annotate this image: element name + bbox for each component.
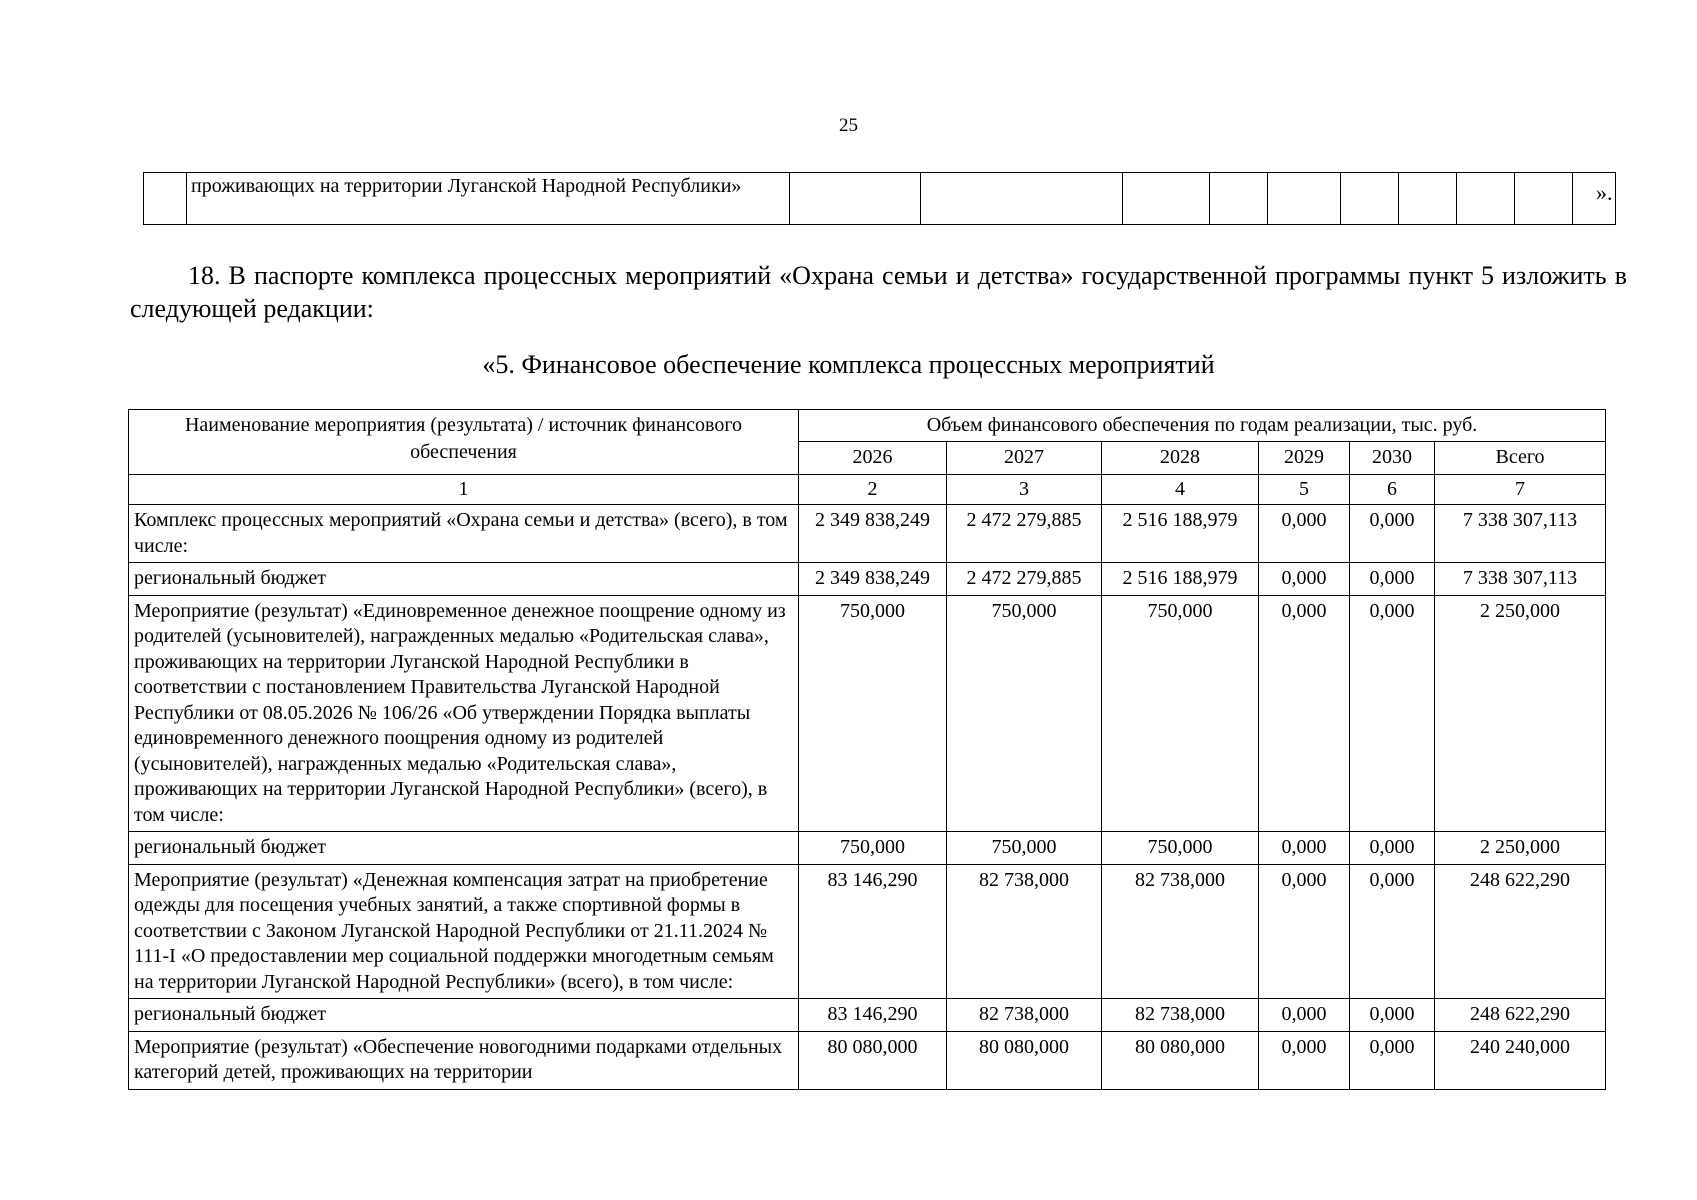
table-row [129,505,1606,563]
value-2029: 0,000 [1259,1031,1350,1089]
value-2027: 80 080,000 [947,1031,1102,1089]
value-total: 2 250,000 [1435,595,1606,832]
value-2028: 2 516 188,979 [1102,563,1259,596]
value-2027: 82 738,000 [947,864,1102,999]
value-2026: 83 146,290 [799,999,947,1032]
value-2027: 750,000 [947,595,1102,832]
amendment-paragraph [130,259,1627,325]
value-2030: 0,000 [1350,832,1435,865]
column-numbers-row [129,474,1606,505]
continuation-row [144,173,1616,225]
table-cell [144,173,187,225]
table-row [129,595,1606,832]
row-name: Мероприятие (результат) «Обеспечение новогодними подарками отдельных категорий детей, проживающих на территории [129,1031,799,1089]
table-cell [1515,173,1573,225]
column-number: 7 [1435,474,1606,505]
value-2026: 80 080,000 [799,1031,947,1089]
continuation-table [143,172,1616,225]
page-number: 25 [839,115,858,136]
value-2026: 750,000 [799,595,947,832]
row-name: региональный бюджет [129,832,799,865]
column-number: 6 [1350,474,1435,505]
value-total: 248 622,290 [1435,999,1606,1032]
row-name: Комплекс процессных мероприятий «Охрана семьи и детства» (всего), в том числе: [129,505,799,563]
value-2028: 750,000 [1102,832,1259,865]
header-total: Всего [1435,442,1606,475]
value-2030: 0,000 [1350,999,1435,1032]
value-total: 240 240,000 [1435,1031,1606,1089]
table-cell [1341,173,1399,225]
value-2026: 750,000 [799,832,947,865]
table-row [129,864,1606,999]
table-cell [1399,173,1457,225]
header-year: 2029 [1259,442,1350,475]
value-2029: 0,000 [1259,595,1350,832]
value-2030: 0,000 [1350,563,1435,596]
row-name: Мероприятие (результат) «Единовременное денежное поощрение одному из родителей (усыновителей), награжденных медалью «Родительская слава», проживающих на территории Луганской Народной Республики в соответствии с постановлением Правительства Луганской Народной Республики от 08.05.2026 № 106/26 «Об утверждении Порядка выплаты единовременного денежного поощрения одному из родителей (усыновителей), награжденных медалью «Родительская слава», проживающих на территории Луганской Народной Республики» (всего), в том числе: [129,595,799,832]
value-total: 7 338 307,113 [1435,505,1606,563]
value-2029: 0,000 [1259,505,1350,563]
section-title: «5. Финансовое обеспечение комплекса процессных мероприятий [482,350,1215,379]
table-cell [1123,173,1210,225]
table-row [129,999,1606,1032]
value-2029: 0,000 [1259,999,1350,1032]
header-year: 2028 [1102,442,1259,475]
value-2026: 83 146,290 [799,864,947,999]
header-row [129,410,1606,442]
row-name: Мероприятие (результат) «Денежная компенсация затрат на приобретение одежды для посещения учебных занятий, а также спортивной формы в соответствии с Законом Луганской Народной Республики от 21.11.2024 № 111-I «О предоставлении мер социальной поддержки многодетным семьям на территории Луганской Народной Республики» (всего), в том числе: [129,864,799,999]
table-cell [790,173,921,225]
table-cell [1210,173,1268,225]
continuation-text: проживающих на территории Луганской Народной Республики» [187,173,790,225]
value-2028: 82 738,000 [1102,999,1259,1032]
header-year: 2026 [799,442,947,475]
column-number: 4 [1102,474,1259,505]
column-number: 5 [1259,474,1350,505]
value-2029: 0,000 [1259,563,1350,596]
value-2028: 2 516 188,979 [1102,505,1259,563]
column-number: 2 [799,474,947,505]
value-2030: 0,000 [1350,505,1435,563]
column-number: 3 [947,474,1102,505]
value-2029: 0,000 [1259,864,1350,999]
table-row [129,832,1606,865]
value-2028: 750,000 [1102,595,1259,832]
value-total: 2 250,000 [1435,832,1606,865]
value-2026: 2 349 838,249 [799,505,947,563]
header-year: 2030 [1350,442,1435,475]
closing-quote: ». [1596,180,1613,205]
table-cell [921,173,1123,225]
value-2027: 2 472 279,885 [947,563,1102,596]
value-2030: 0,000 [1350,864,1435,999]
value-2030: 0,000 [1350,1031,1435,1089]
header-year: 2027 [947,442,1102,475]
value-total: 248 622,290 [1435,864,1606,999]
financing-table [128,409,1606,1090]
row-name: региональный бюджет [129,999,799,1032]
value-2029: 0,000 [1259,832,1350,865]
value-2028: 82 738,000 [1102,864,1259,999]
value-total: 7 338 307,113 [1435,563,1606,596]
row-name: региональный бюджет [129,563,799,596]
value-2030: 0,000 [1350,595,1435,832]
table-row [129,1031,1606,1089]
value-2027: 2 472 279,885 [947,505,1102,563]
value-2026: 2 349 838,249 [799,563,947,596]
header-name: Наименование мероприятия (результата) / источник финансового обеспечения [129,410,799,475]
amendment-text: 18. В паспорте комплекса процессных мероприятий «Охрана семьи и детства» государственной программы пункт 5 изложить в следующей редакции: [130,261,1627,323]
table-cell [1268,173,1341,225]
header-volume: Объем финансового обеспечения по годам реализации, тыс. руб. [799,410,1606,442]
value-2028: 80 080,000 [1102,1031,1259,1089]
table-cell [1457,173,1515,225]
column-number: 1 [129,474,799,505]
table-row [129,563,1606,596]
value-2027: 750,000 [947,832,1102,865]
value-2027: 82 738,000 [947,999,1102,1032]
